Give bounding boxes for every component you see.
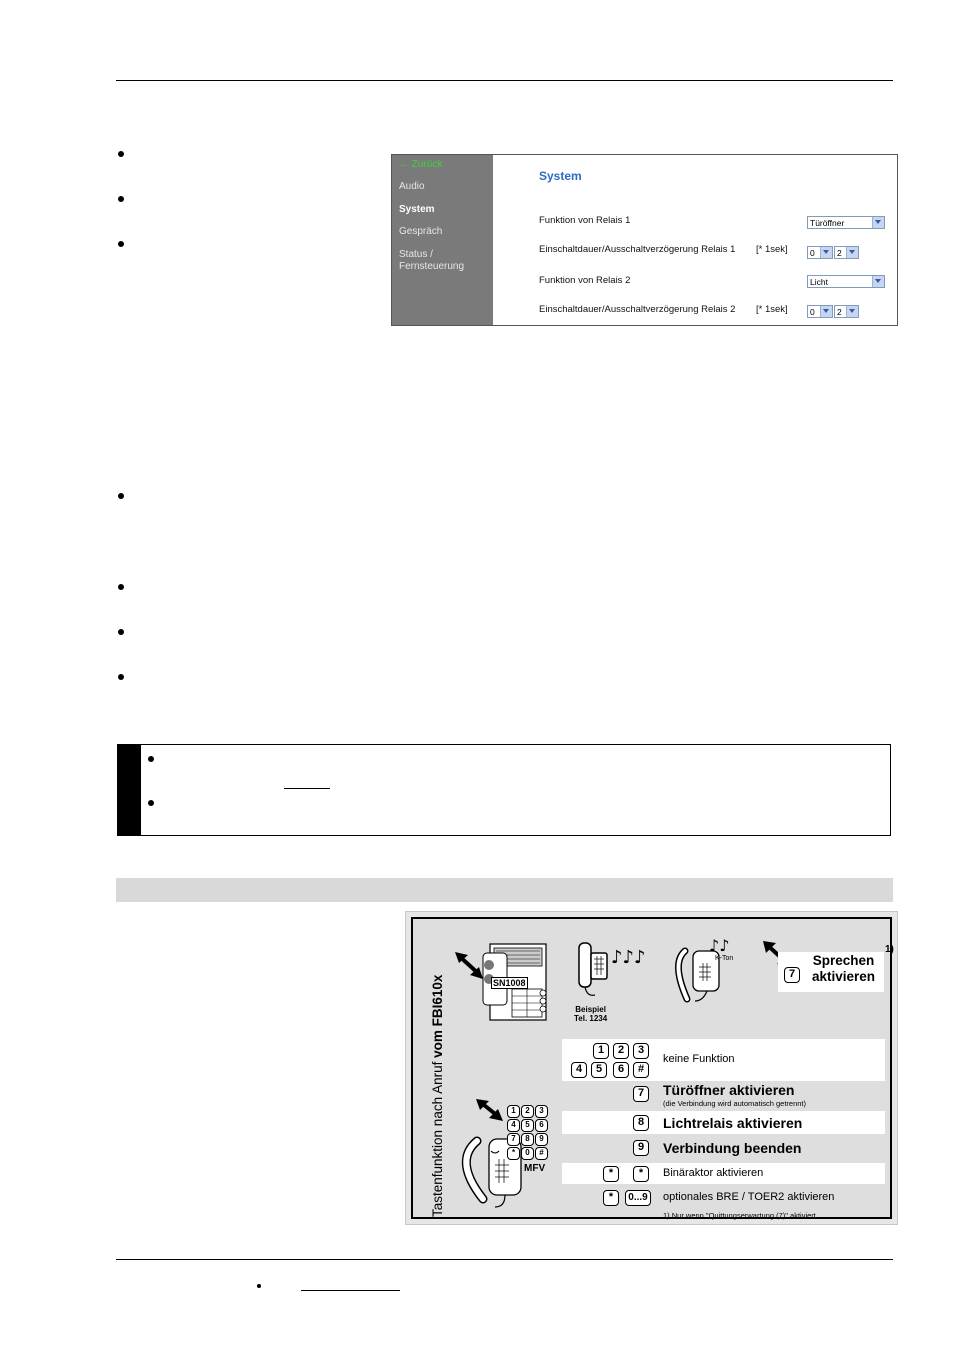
bullet: [118, 196, 124, 202]
example-tel: Tel. 1234: [574, 1014, 608, 1023]
relay1-unit: [* 1sek]: [756, 244, 788, 255]
key-1: 1: [593, 1043, 609, 1059]
func-bre-toer2: optionales BRE / TOER2 aktivieren: [663, 1191, 835, 1203]
func-none: keine Funktion: [663, 1053, 735, 1065]
device-label: SN1008: [493, 978, 526, 988]
relay1-on-value: 0: [810, 248, 815, 258]
mfv-key: 2: [521, 1105, 534, 1118]
key-6: 6: [613, 1062, 629, 1078]
nav-back-link[interactable]: ← Zurück: [399, 159, 443, 170]
telephone-icon: [573, 939, 645, 1001]
page-heading: System: [539, 169, 582, 183]
example-label: [574, 1005, 607, 1023]
nav-gespraech[interactable]: Gespräch: [399, 226, 443, 237]
mfv-key: 3: [535, 1105, 548, 1118]
relay2-off-value: 2: [837, 307, 842, 317]
mfv-key: 8: [521, 1133, 534, 1146]
func-door-opener-note: (die Verbindung wird automatisch getrennt): [663, 1099, 806, 1108]
key-hash: #: [633, 1062, 649, 1078]
mfv-key: 6: [535, 1119, 548, 1132]
underline-mark: [284, 788, 330, 789]
nav-status[interactable]: Status /: [399, 249, 433, 260]
key-9: 9: [633, 1140, 649, 1156]
mfv-key: 1: [507, 1105, 520, 1118]
keypad-function-figure: [405, 911, 898, 1225]
relay2-on-select[interactable]: [807, 305, 833, 318]
key-5: 5: [591, 1062, 607, 1078]
mfv-key: *: [507, 1147, 520, 1160]
note-box: [117, 744, 891, 836]
bullet: [148, 800, 154, 806]
key-7: 7: [784, 967, 800, 983]
chevron-down-icon: [820, 247, 832, 258]
key-range: 0...9: [625, 1190, 651, 1206]
figure-title: Tastenfunktion nach Anruf vom FBI610x: [430, 974, 445, 1217]
header-rule: [116, 80, 893, 81]
mfv-key: 4: [507, 1119, 520, 1132]
bullet: [118, 674, 124, 680]
func-light-relay: Lichtrelais aktivieren: [663, 1115, 803, 1131]
relay1-off-value: 2: [837, 248, 842, 258]
relay2-duration-label: Einschaltdauer/Ausschaltverzögerung Relais 2: [539, 304, 736, 315]
chevron-down-icon: [820, 306, 832, 317]
figure-footnote: 1) Nur wenn "Quittungserwartung (7)" aktiviert: [663, 1211, 816, 1220]
mfv-key: #: [535, 1147, 548, 1160]
mfv-key: 0: [521, 1147, 534, 1160]
mfv-key: 7: [507, 1133, 520, 1146]
bullet: [118, 629, 124, 635]
relay1-function-label: Funktion von Relais 1: [539, 215, 631, 226]
nav-fernsteuerung[interactable]: Fernsteuerung: [399, 261, 465, 272]
nav-audio[interactable]: Audio: [399, 181, 425, 192]
footer-bullet: [257, 1284, 261, 1288]
mfv-keypad: [507, 1105, 549, 1161]
relay2-on-value: 0: [810, 307, 815, 317]
func-binary-actuator: Binäraktor aktivieren: [663, 1167, 764, 1179]
bullet: [118, 493, 124, 499]
relay2-function-select[interactable]: [807, 275, 885, 288]
speak-line1: Sprechen: [812, 953, 875, 968]
key-star: *: [603, 1166, 619, 1182]
handset-tone-icon: [663, 933, 743, 1005]
web-sidebar: [392, 155, 493, 325]
key-star: *: [603, 1190, 619, 1206]
bullet: [118, 151, 124, 157]
relay2-unit: [* 1sek]: [756, 304, 788, 315]
chevron-down-icon: [846, 247, 858, 258]
bullet: [118, 241, 124, 247]
relay2-off-select[interactable]: [834, 305, 859, 318]
speak-line2: aktivieren: [812, 969, 876, 984]
relay2-function-value: Licht: [810, 277, 828, 287]
note-bar: [118, 745, 141, 835]
relay1-duration-label: Einschaltdauer/Ausschaltverzögerung Relais 1: [539, 244, 736, 255]
nav-system[interactable]: System: [399, 204, 435, 215]
speak-label: [812, 953, 875, 985]
figure-frame: [411, 917, 892, 1219]
section-heading-bar: [116, 878, 893, 902]
relay2-function-label: Funktion von Relais 2: [539, 275, 631, 286]
relay1-function-value: Türöffner: [810, 218, 845, 228]
bullet: [148, 756, 154, 762]
footer-underline: [301, 1290, 400, 1291]
key-star: *: [633, 1166, 649, 1182]
svg-text:♪♪♪: ♪♪♪: [611, 947, 645, 968]
key-3: 3: [633, 1043, 649, 1059]
web-config-screenshot: [391, 154, 898, 326]
bullet: [118, 584, 124, 590]
svg-text:♪♪: ♪♪: [709, 936, 730, 955]
footer-rule: [116, 1259, 893, 1260]
func-door-opener: Türöffner aktivieren: [663, 1082, 795, 1098]
key-8: 8: [633, 1115, 649, 1131]
key-7: 7: [633, 1086, 649, 1102]
key-2: 2: [613, 1043, 629, 1059]
func-end-call: Verbindung beenden: [663, 1140, 802, 1156]
example-label-text: Beispiel: [575, 1005, 606, 1014]
chevron-down-icon: [846, 306, 858, 317]
chevron-down-icon: [872, 217, 884, 228]
relay1-function-select[interactable]: [807, 216, 885, 229]
mfv-label: MFV: [524, 1163, 546, 1174]
key-4: 4: [571, 1062, 587, 1078]
chevron-down-icon: [872, 276, 884, 287]
mfv-key: 9: [535, 1133, 548, 1146]
relay1-off-select[interactable]: [834, 246, 859, 259]
mfv-key: 5: [521, 1119, 534, 1132]
relay1-on-select[interactable]: [807, 246, 833, 259]
footnote-mark: 1): [885, 944, 894, 955]
kton-label: K-Ton: [715, 955, 734, 962]
